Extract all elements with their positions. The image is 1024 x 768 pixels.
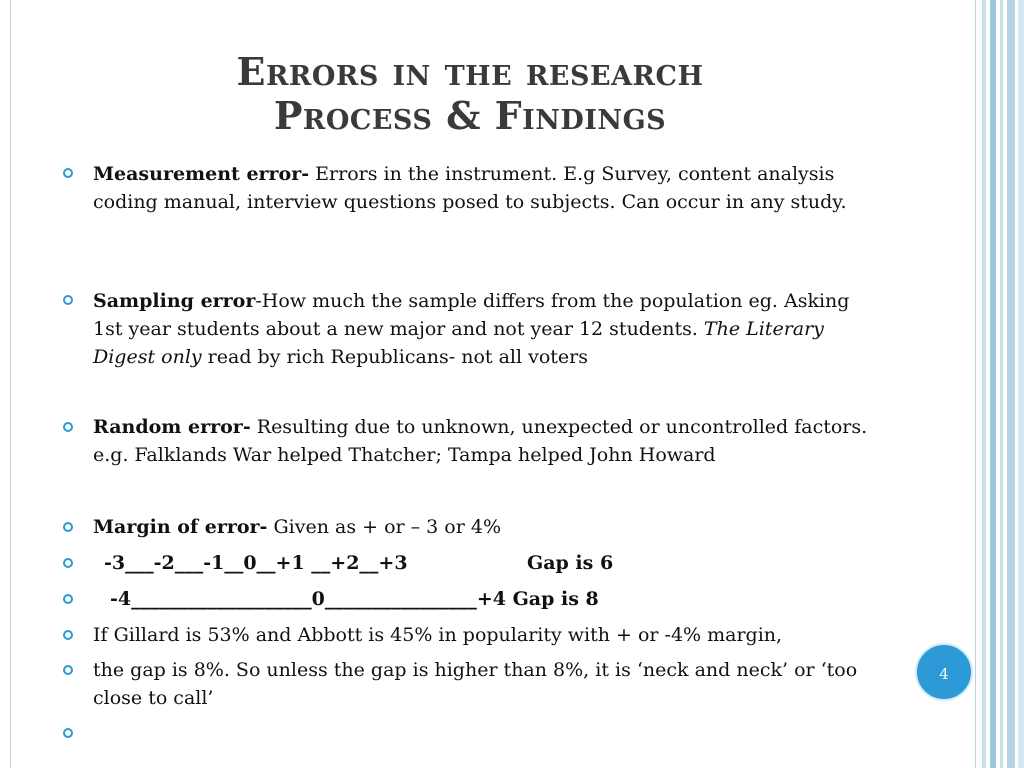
term-label: Measurement error- — [93, 163, 310, 185]
bullet-icon — [62, 521, 74, 533]
bullet-icon — [62, 629, 74, 641]
bullet-icon — [62, 727, 74, 739]
scale-text: -4___________________0________________+4 Gap is 8 — [110, 588, 599, 610]
title-line-2: Process & Findings — [273, 93, 667, 138]
gap-text: Gap is 6 — [527, 552, 614, 574]
scale-text: -3___-2___-1__0__+1 __+2__+3 — [104, 552, 408, 574]
bullet-gillard-abbott — [93, 621, 883, 649]
bullet-text: the gap is 8%. So unless the gap is higher than 8%, it is ‘neck and neck’ or ‘too close to call’ — [93, 659, 858, 709]
bullet-text: If Gillard is 53% and Abbott is 45% in popularity with + or -4% margin, — [93, 624, 783, 646]
bullet-text: -How much the sample differs from the population eg. Asking 1st year students about a new major and not year 12 students. — [93, 290, 850, 340]
bullet-icon — [62, 421, 74, 433]
bullet-margin-of-error — [93, 513, 883, 541]
bullet-sampling-error — [93, 287, 883, 371]
bullet-scale-gap-8 — [110, 585, 900, 613]
slide-title — [60, 50, 880, 138]
bullet-icon — [62, 294, 74, 306]
bullet-text: Resulting due to unknown, unexpected or uncontrolled factors. e.g. Falklands War helped Thatcher; Tampa helped John Howard — [93, 416, 868, 466]
bullet-gap-conclusion — [93, 656, 883, 712]
bullet-random-error — [93, 413, 883, 469]
right-decorative-stripes — [982, 0, 1024, 768]
bullet-scale-gap-6 — [104, 549, 894, 577]
bullet-text: Given as + or – 3 or 4% — [267, 516, 501, 538]
bullet-text: Errors in the instrument. E.g Survey, content analysis coding manual, interview questions posed to subjects. Can occur in any study. — [93, 163, 847, 213]
italic-text: The Literary Digest only — [93, 318, 824, 368]
title-line-1: Errors in the research — [236, 49, 704, 94]
term-label: Random error- — [93, 416, 251, 438]
term-label: Margin of error- — [93, 516, 268, 538]
bullet-icon — [62, 167, 74, 179]
term-label: Sampling error — [93, 290, 256, 312]
page-number-badge: 4 — [915, 643, 973, 701]
bullet-icon — [62, 557, 74, 569]
bullet-icon — [62, 664, 74, 676]
bullet-measurement-error — [93, 160, 883, 216]
bullet-text-continued: read by rich Republicans- not all voters — [201, 346, 588, 368]
bullet-icon — [62, 593, 74, 605]
